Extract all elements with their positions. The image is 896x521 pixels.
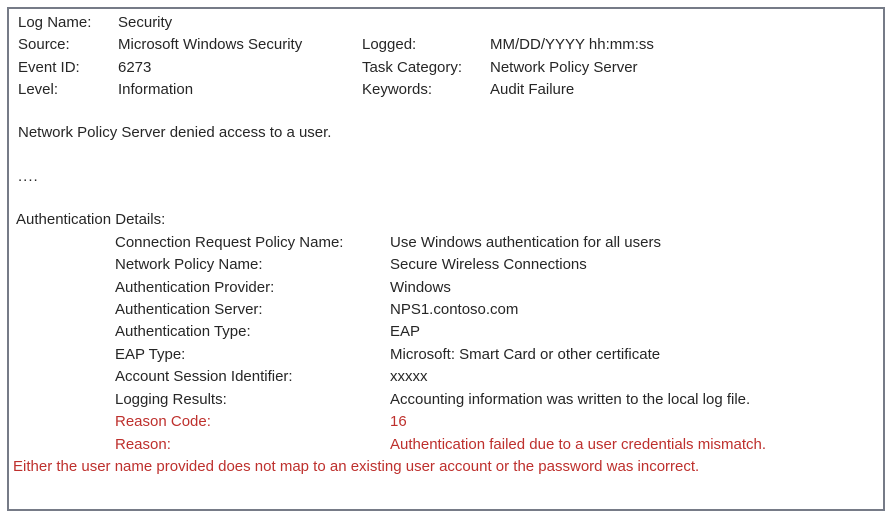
detail-row-reason-code [115,411,875,433]
detail-row-reason [115,434,875,456]
event-log-panel [7,7,885,511]
detail-value: EAP [390,323,421,341]
detail-value: xxxxx [390,368,428,386]
field-label: Source: [18,36,70,54]
detail-label: Reason: [115,435,171,453]
field-value: MM/DD/YYYY hh:mm:ss [490,36,654,54]
detail-value: 16 [390,413,407,431]
detail-label: Authentication Type: [115,323,251,341]
field-value [490,12,875,34]
authentication-details-heading: Authentication Details: [16,211,166,229]
detail-label: Reason Code: [115,413,211,431]
field-label: Task Category: [362,58,463,76]
detail-row [115,321,875,343]
field-label: Logged: [362,36,417,54]
detail-value: Accounting information was written to the local log file. [390,390,751,408]
field-label [362,12,490,34]
field-value: Security [118,14,173,31]
detail-label: EAP Type: [115,345,186,363]
header-row [18,34,875,56]
detail-value: Use Windows authentication for all users [390,233,661,251]
detail-row [115,344,875,366]
detail-label: Network Policy Name: [115,256,263,274]
detail-label: Logging Results: [115,390,227,408]
detail-value: Windows [390,278,451,296]
detail-row [115,366,875,388]
header-row [18,12,875,34]
field-label: Event ID: [18,58,80,76]
detail-label: Connection Request Policy Name: [115,233,344,251]
field-value: Information [118,81,194,99]
detail-row [115,232,875,254]
detail-label: Authentication Server: [115,301,263,319]
header-row [18,57,875,79]
field-label: Level: [18,81,59,99]
detail-value: NPS1.contoso.com [390,301,519,319]
detail-label: Account Session Identifier: [115,368,293,386]
detail-value: Authentication failed due to a user credentials mismatch. [390,435,767,453]
detail-row [115,389,875,411]
event-log-content [9,9,883,478]
event-header [18,12,875,102]
header-row [18,79,875,101]
detail-value: Secure Wireless Connections [390,256,587,274]
field-value: Audit Failure [490,81,575,99]
detail-row [115,254,875,276]
field-label: Log Name: [18,14,92,31]
detail-row [115,277,875,299]
reason-explanation-text: Either the user name provided does not map to an existing user account or the password was incorrect. [13,457,700,475]
field-value: Network Policy Server [490,58,638,76]
omitted-content-ellipsis: .... [18,168,39,186]
event-description: Network Policy Server denied access to a user. [18,123,332,141]
detail-value: Microsoft: Smart Card or other certificate [390,345,661,363]
detail-label: Authentication Provider: [115,278,275,296]
field-value: 6273 [118,58,152,76]
detail-row [115,299,875,321]
authentication-details-list [115,232,875,456]
field-label: Keywords: [362,81,433,99]
field-value: Microsoft Windows Security [118,36,303,54]
